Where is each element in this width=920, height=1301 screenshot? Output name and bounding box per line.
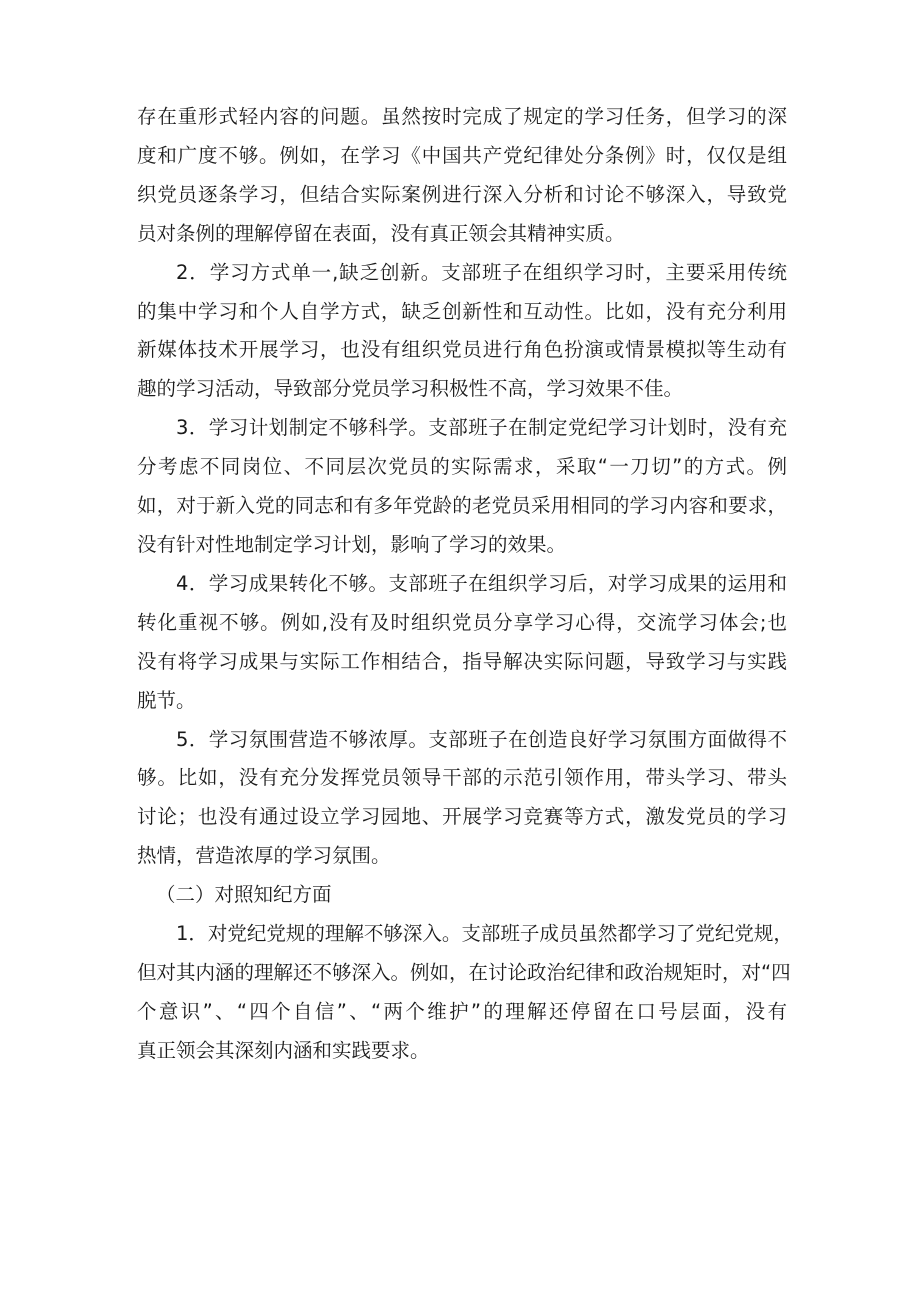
section-heading [137,876,787,915]
text-line: 转化重视不够。例如,没有及时组织党员分享学习心得，交流学习体会;也 [137,610,787,634]
text-line: 没有将学习成果与实际工作相结合，指导解决实际问题，导致学习与实践 [137,649,787,673]
paragraph-continuation [137,98,787,254]
paragraph-item-3 [137,409,787,565]
text-line: 趣的学习活动，导致部分党员学习积极性不高，学习效果不佳。 [137,377,684,401]
text-line: 新媒体技术开展学习，也没有组织党员进行角色扮演或情景模拟等生动有 [137,338,787,362]
paragraph-item-5 [137,721,787,877]
text-line: 真正领会其深刻内涵和实践要求。 [137,1038,430,1062]
text-line: 脱节。 [137,688,196,712]
paragraph-item-4 [137,565,787,721]
text-line: 热情，营造浓厚的学习氛围。 [137,844,391,868]
section-heading-text: （二）对照知纪方面 [156,883,332,907]
text-line: 1．对党纪党规的理解不够深入。支部班子成员虽然都学习了党纪党规， [176,922,793,946]
text-line: 个意识”、“四个自信”、“两个维护”的理解还停留在口号层面，没有 [137,999,787,1023]
text-line: 没有针对性地制定学习计划，影响了学习的效果。 [137,532,567,556]
text-line: 够。比如，没有充分发挥党员领导干部的示范引领作用，带头学习、带头 [137,766,787,790]
text-line: 讨论；也没有通过设立学习园地、开展学习竞赛等方式，激发党员的学习 [137,805,787,829]
text-line: 的集中学习和个人自学方式，缺乏创新性和互动性。比如，没有充分利用 [137,299,787,323]
text-line: 3．学习计划制定不够科学。支部班子在制定党纪学习计划时，没有充 [176,416,787,440]
text-line: 5．学习氛围营造不够浓厚。支部班子在创造良好学习氛围方面做得不 [176,727,787,751]
text-line: 4．学习成果转化不够。支部班子在组织学习后，对学习成果的运用和 [176,571,787,595]
text-line: 存在重形式轻内容的问题。虽然按时完成了规定的学习任务，但学习的深 [137,105,787,128]
paragraph-item-1 [137,915,793,1071]
text-line: 分考虑不同岗位、不同层次党员的实际需求，采取“一刀切”的方式。例 [137,455,787,479]
document-body [137,98,793,1071]
text-line: 员对条例的理解停留在表面，没有真正领会其精神实质。 [137,221,625,245]
text-line: 织党员逐条学习，但结合实际案例进行深入分析和讨论不够深入，导致党 [137,182,787,206]
text-line: 但对其内涵的理解还不够深入。例如，在讨论政治纪律和政治规矩时，对“四 [137,960,791,984]
paragraph-item-2 [137,254,787,410]
text-line: 如，对于新入党的同志和有多年党龄的老党员采用相同的学习内容和要求， [137,494,787,518]
text-line: 度和广度不够。例如，在学习《中国共产党纪律处分条例》时，仅仅是组 [137,143,787,167]
text-line: 2．学习方式单一,缺乏创新。支部班子在组织学习时，主要采用传统 [176,260,787,284]
